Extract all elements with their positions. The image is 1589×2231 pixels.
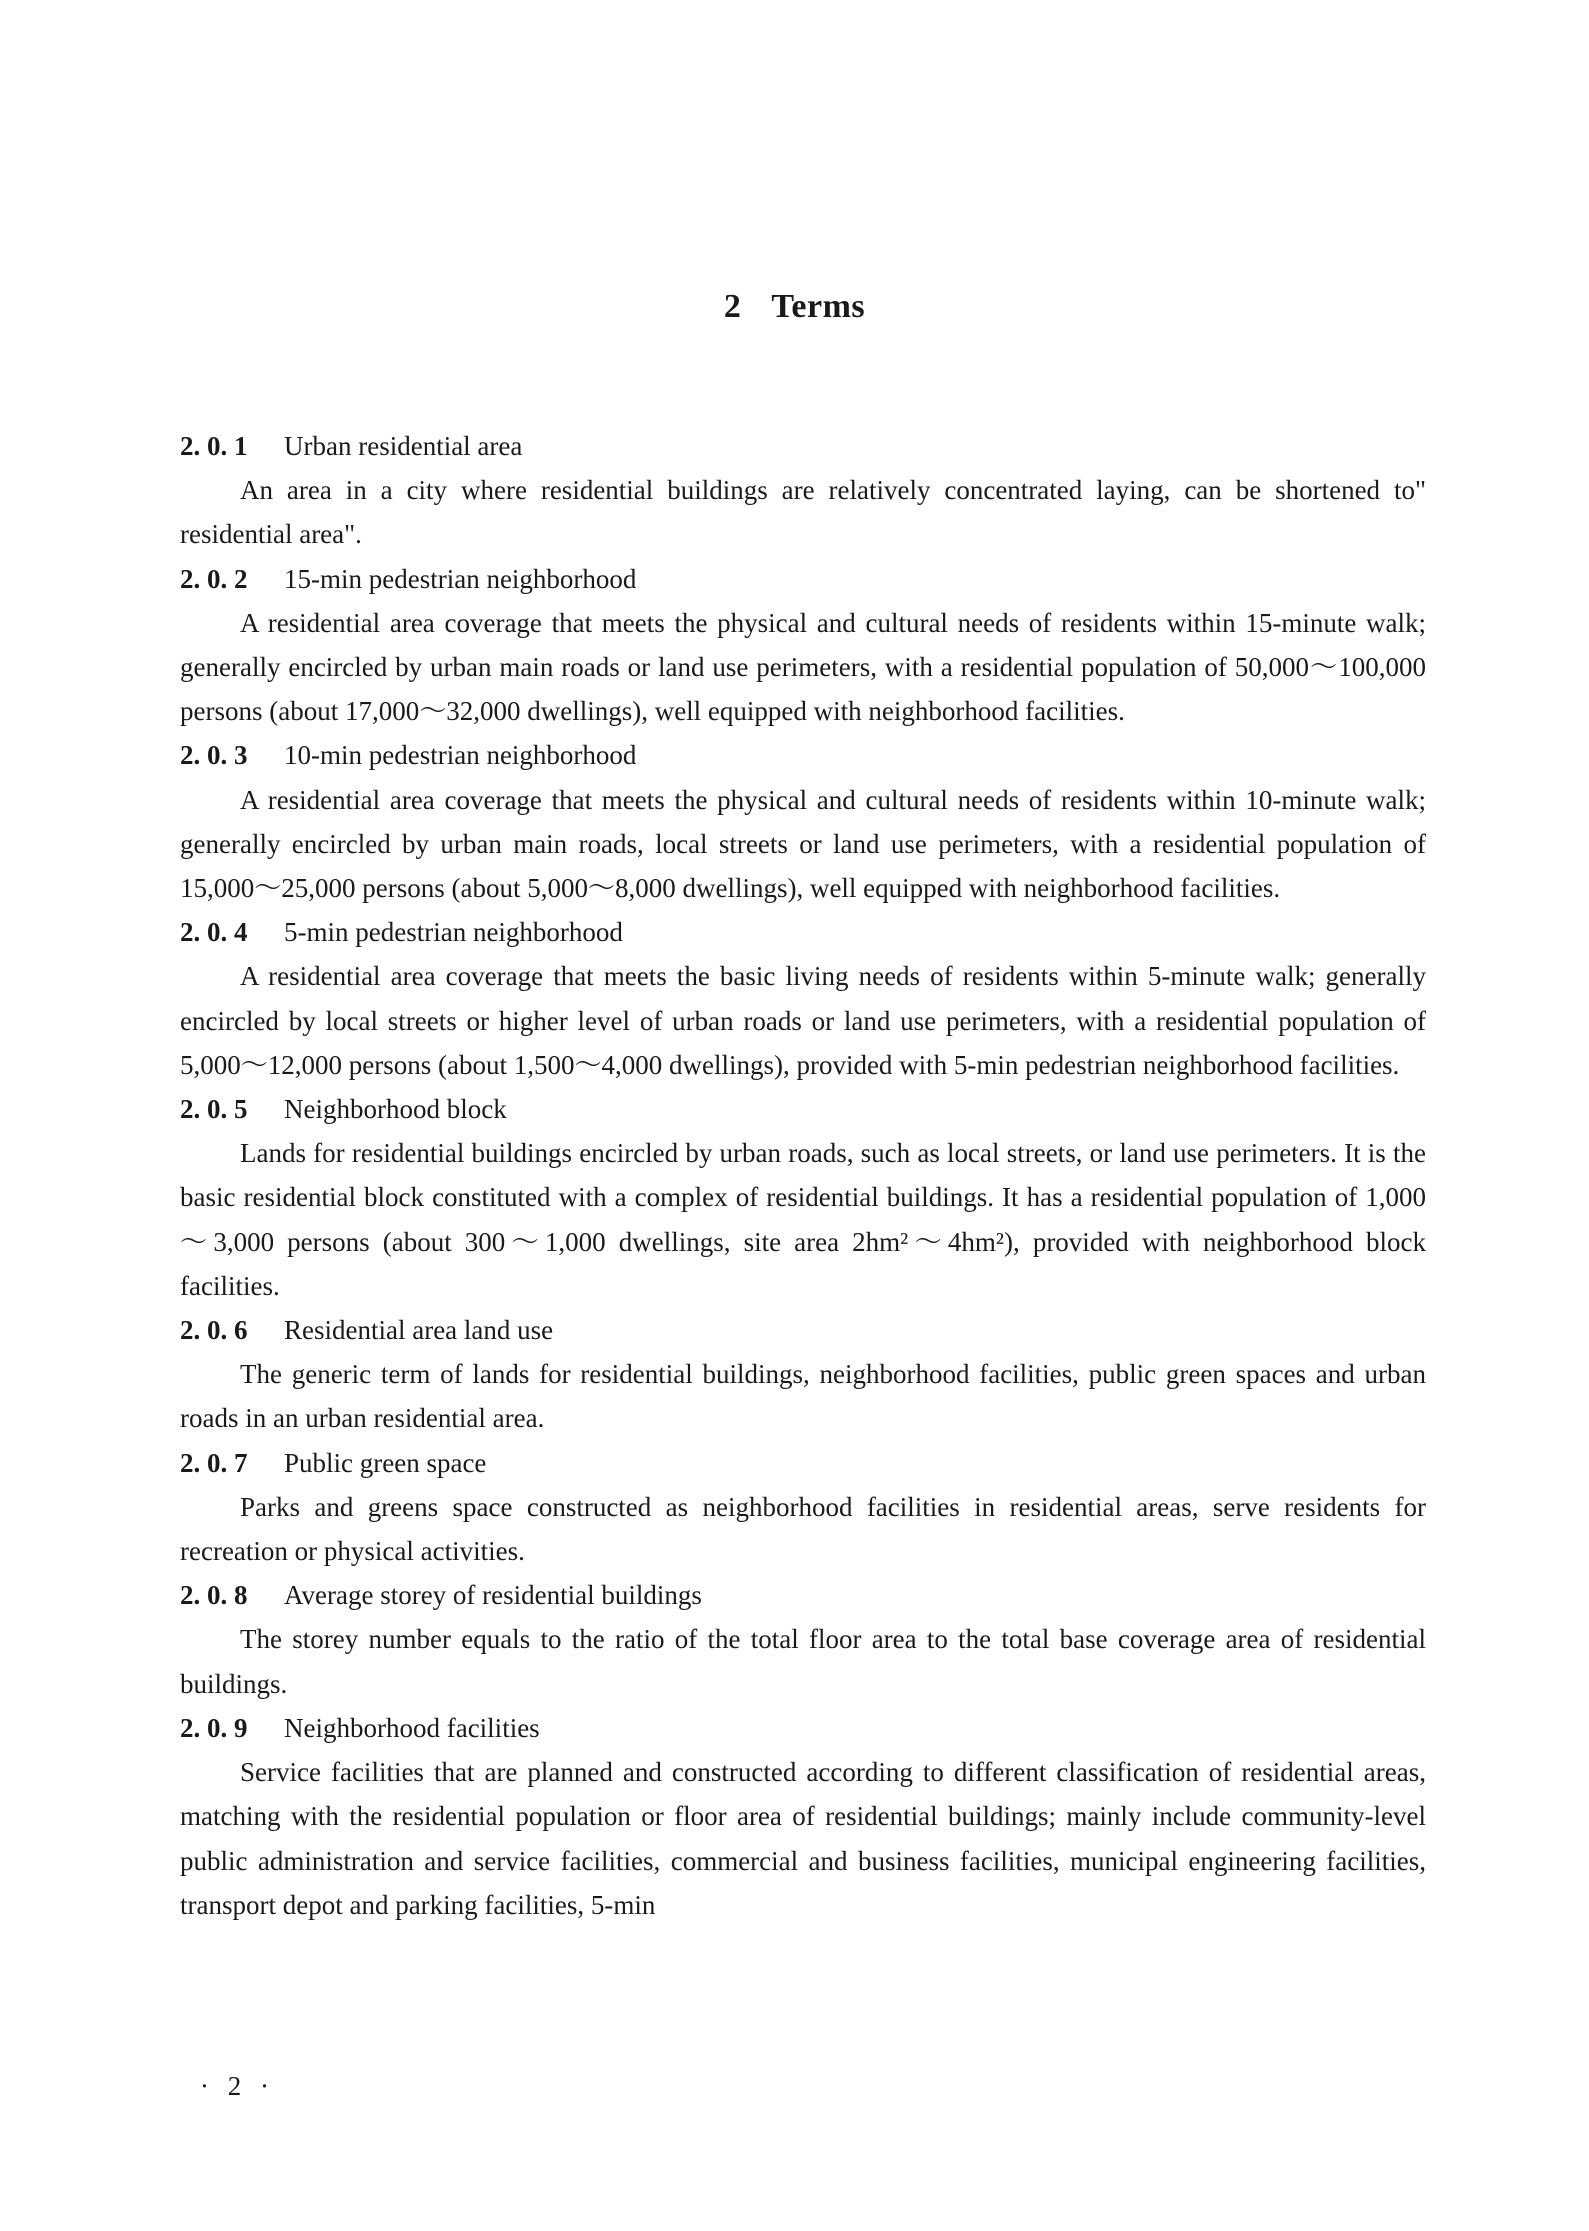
term-heading bbox=[180, 1706, 1426, 1750]
term-definition: Parks and greens space constructed as neighborhood facilities in residential areas, serve residents for recreation or physical activities. bbox=[180, 1491, 1426, 1567]
term-definition: A residential area coverage that meets the physical and cultural needs of residents within 15-minute walk; generally encircled by urban main roads or land use perimeters, with a residential population of 50,000～100,000 persons (about 17,000～32,000 dwellings), well equipped with neighborhood facilities. bbox=[180, 607, 1426, 727]
term-heading bbox=[180, 424, 1426, 468]
term-number: 2. 0. 4 bbox=[180, 917, 248, 948]
term-definition: A residential area coverage that meets the physical and cultural needs of residents within 10-minute walk; generally encircled by urban main roads, local streets or land use perimeters, with a residential population of 15,000～25,000 persons (about 5,000～8,000 dwellings), well equipped with neighborhood facilities. bbox=[180, 784, 1426, 904]
term-heading bbox=[180, 1308, 1426, 1352]
term-name: Neighborhood block bbox=[284, 1094, 507, 1125]
term-number: 2. 0. 9 bbox=[180, 1712, 248, 1743]
term-heading bbox=[180, 1087, 1426, 1131]
term-name: 10-min pedestrian neighborhood bbox=[284, 740, 637, 771]
term-number: 2. 0. 5 bbox=[180, 1094, 248, 1125]
term-number: 2. 0. 8 bbox=[180, 1580, 248, 1611]
term-definition: The storey number equals to the ratio of the total floor area to the total base coverage area of residential buildings. bbox=[180, 1624, 1426, 1699]
terms-list bbox=[180, 424, 1426, 1927]
page-number: · 2 · bbox=[200, 2071, 275, 2101]
term-heading bbox=[180, 733, 1426, 777]
term-name: Residential area land use bbox=[284, 1315, 554, 1346]
term-number: 2. 0. 3 bbox=[180, 740, 248, 771]
term-name: Average storey of residential buildings bbox=[284, 1580, 702, 1611]
term-heading bbox=[180, 1573, 1426, 1617]
term-definition: A residential area coverage that meets the basic living needs of residents within 5-minute walk; generally encircled by local streets or higher level of urban roads or land use perimeters, with a residential population of 5,000～12,000 persons (about 1,500～4,000 dwellings), provided with 5-min pedestrian neighborhood facilities. bbox=[180, 961, 1426, 1080]
term-number: 2. 0. 6 bbox=[180, 1315, 248, 1346]
chapter-title bbox=[0, 288, 1589, 326]
term-name: 5-min pedestrian neighborhood bbox=[284, 917, 623, 948]
term-number: 2. 0. 2 bbox=[180, 563, 248, 594]
term-number: 2. 0. 1 bbox=[180, 431, 248, 461]
term-name: 15-min pedestrian neighborhood bbox=[284, 563, 637, 594]
term-number: 2. 0. 7 bbox=[180, 1447, 248, 1478]
term-name: Urban residential area bbox=[284, 431, 523, 461]
term-definition: An area in a city where residential buildings are relatively concentrated laying, can be shortened to" residential area". bbox=[180, 475, 1426, 550]
term-heading bbox=[180, 1441, 1426, 1485]
chapter-number: 2 bbox=[723, 288, 742, 325]
term-definition: Lands for residential buildings encircled by urban roads, such as local streets, or land use perimeters. It is the basic residential block constituted with a complex of residential buildings. It has a residential population of 1,000～3,000 persons (about 300～1,000 dwellings, site area 2hm²～4hm²), provided with neighborhood block facilities. bbox=[180, 1138, 1426, 1301]
term-heading bbox=[180, 557, 1426, 601]
term-heading bbox=[180, 910, 1426, 954]
term-definition: Service facilities that are planned and constructed according to different classification of residential areas, matching with the residential population or floor area of residential buildings; mainly include community-level public administration and service facilities, commercial and business facilities, municipal engineering facilities, transport depot and parking facilities, 5-min bbox=[180, 1757, 1426, 1920]
chapter-title-text: Terms bbox=[771, 288, 866, 325]
term-definition: The generic term of lands for residential buildings, neighborhood facilities, public green spaces and urban roads in an urban residential area. bbox=[180, 1359, 1426, 1434]
term-name: Neighborhood facilities bbox=[284, 1712, 540, 1743]
term-name: Public green space bbox=[284, 1447, 487, 1478]
